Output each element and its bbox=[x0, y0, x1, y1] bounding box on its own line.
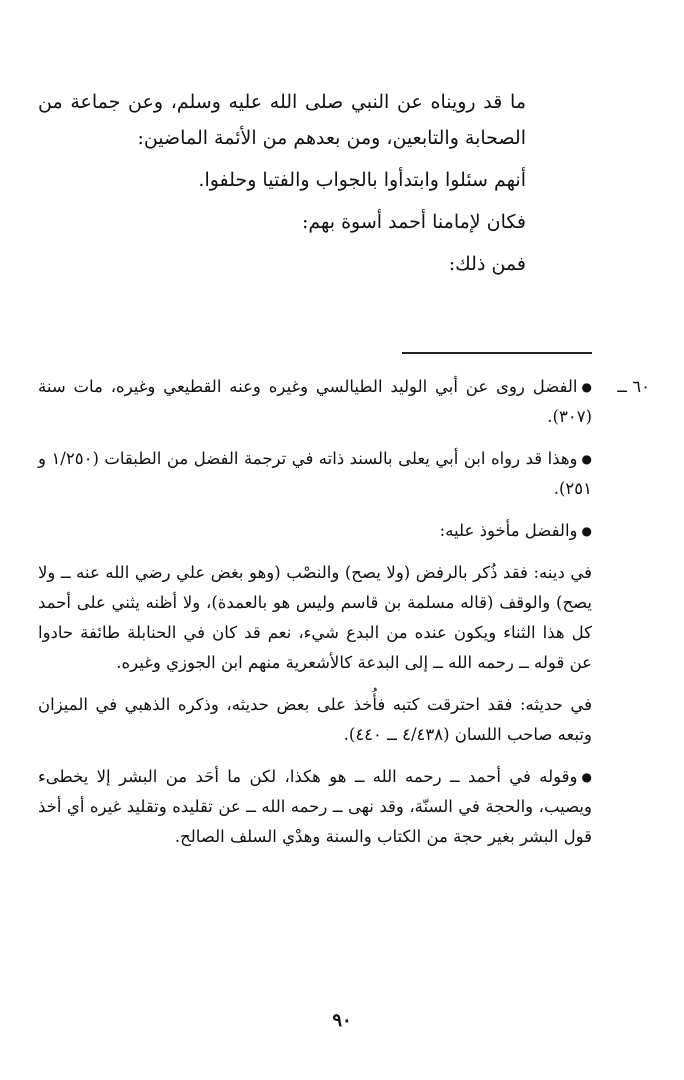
bullet-icon: ● bbox=[581, 524, 592, 538]
main-paragraph-3: فكان لإمامنا أحمد أسوة بهم: bbox=[301, 211, 526, 233]
footnote-paragraph bbox=[38, 558, 592, 678]
footnote-paragraph bbox=[38, 516, 592, 546]
footnote-text: والفضل مأخوذ عليه: bbox=[439, 521, 578, 540]
footnote-text: في حديثه: فقد احترقت كتبه فأُخذ على بعض حديثه، وذكره الذهبي في الميزان وتبعه صاحب اللسان (٤/٤٣٨ ــ ٤٤٠). bbox=[38, 695, 592, 744]
main-text bbox=[38, 84, 526, 288]
main-paragraph-4: فمن ذلك: bbox=[448, 253, 526, 275]
footnote-1 bbox=[38, 372, 650, 432]
footnote-text: الفضل روى عن أبي الوليد الطيالسي وغيره وعنه القطيعي وغيره، مات سنة (٣٠٧). bbox=[38, 377, 592, 426]
bullet-icon: ● bbox=[581, 770, 592, 784]
main-paragraph-2: أنهم سئلوا وابتدأوا بالجواب والفتيا وحلفوا. bbox=[198, 169, 526, 191]
bullet-icon: ● bbox=[581, 452, 592, 466]
footnote-separator bbox=[402, 352, 592, 354]
page-number: ٩٠ bbox=[332, 1010, 352, 1031]
footnote-paragraph bbox=[38, 690, 592, 750]
footnote-paragraph bbox=[38, 762, 592, 852]
footnote-paragraph bbox=[38, 444, 592, 504]
footnote-text: وقوله في أحمد ــ رحمه الله ــ هو هكذا، لكن ما أحَد من البشر إلا يخطىء ويصيب، والحجة في السنّة، وقد نهى ــ رحمه الله ــ عن تقليده وتقليد غيره أي أخذ قول البشر بغير حجة من الكتاب والسنة وهدْي السلف الصالح. bbox=[38, 767, 592, 846]
footnote-text: وهذا قد رواه ابن أبي يعلى بالسند ذاته في ترجمة الفضل من الطبقات (١/٢٥٠ و ٢٥١). bbox=[38, 449, 592, 498]
footnote-text: في دينه: فقد ذُكر بالرفض (ولا يصح) والنصْب (وهو بغض علي رضي الله عنه ــ ولا يصح) والوقف (قاله مسلمة بن قاسم وليس هو بالعمدة)، ولا أظنه يثني على أحمد كل هذا الثناء ويكون عنده من البدع شيء، نعم قد كان في الحنابلة طائفة حادوا عن قوله ــ رحمه الله ــ إلى البدعة كالأشعرية منهم ابن الجوزي وغيره. bbox=[38, 563, 592, 672]
bullet-icon: ● bbox=[581, 380, 592, 394]
footnote-number: ٦٠ ــ bbox=[617, 377, 650, 396]
footnotes bbox=[38, 372, 650, 864]
main-paragraph-1: ما قد رويناه عن النبي صلى الله عليه وسلم، وعن جماعة من الصحابة والتابعين، ومن بعدهم من الأئمة الماضين: bbox=[38, 91, 526, 149]
